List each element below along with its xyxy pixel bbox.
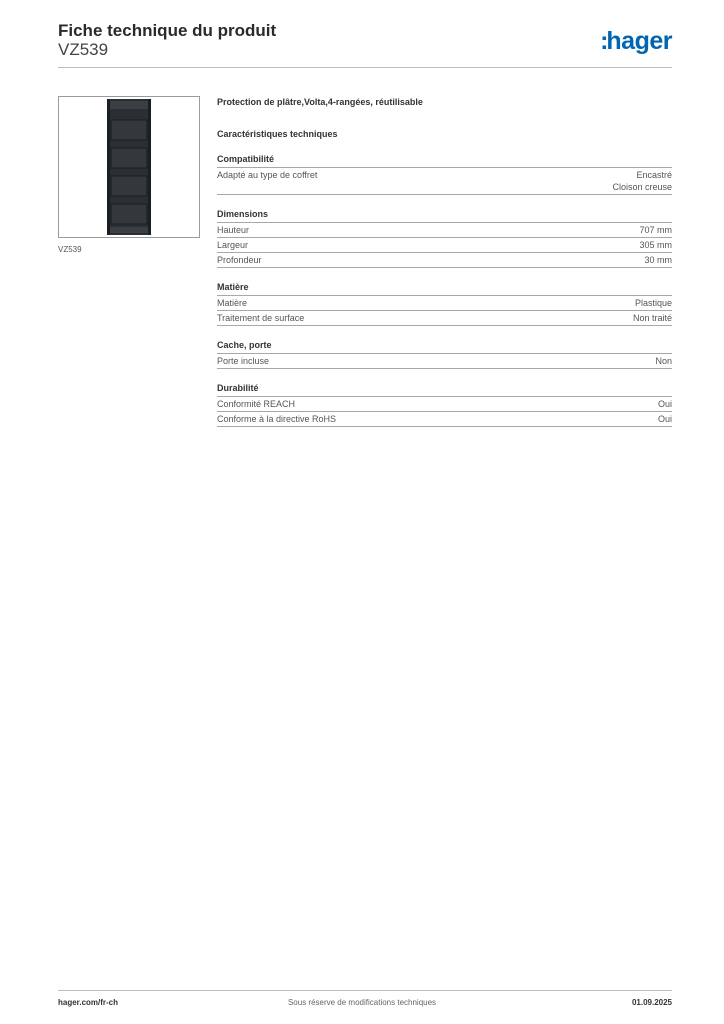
spec-section	[217, 281, 672, 326]
section-title: Dimensions	[217, 208, 672, 223]
spec-row	[217, 412, 672, 427]
spec-section	[217, 208, 672, 268]
panel-row-2	[111, 148, 147, 168]
spec-value-line: Non	[655, 356, 672, 366]
spec-row	[217, 354, 672, 369]
spec-value-line: 305 mm	[639, 240, 672, 250]
tech-characteristics-heading: Caractéristiques techniques	[217, 129, 338, 139]
footer-date: 01.09.2025	[631, 998, 672, 1007]
spec-value-line: Non traité	[632, 313, 672, 323]
spec-value-line: 30 mm	[644, 255, 672, 265]
product-image-caption: VZ539	[58, 245, 82, 254]
footer-website: hager.com/fr-ch	[58, 998, 119, 1007]
spec-label: Matière	[217, 298, 248, 308]
spec-value	[655, 355, 672, 367]
spec-row	[217, 168, 672, 195]
spec-value	[639, 224, 672, 236]
spec-row	[217, 311, 672, 326]
spec-value	[644, 254, 672, 266]
spec-value-line: 707 mm	[639, 225, 672, 235]
spec-label: Hauteur	[217, 225, 250, 235]
spec-value	[658, 413, 672, 425]
footer-disclaimer: Sous réserve de modifications techniques	[287, 998, 437, 1007]
panel-bottom-strip	[110, 227, 148, 233]
spec-label: Conforme à la directive RoHS	[217, 414, 337, 424]
panel-row-3	[111, 176, 147, 196]
spec-row	[217, 397, 672, 412]
section-title: Compatibilité	[217, 153, 672, 168]
spec-label: Largeur	[217, 240, 249, 250]
spec-label: Profondeur	[217, 255, 262, 265]
spec-section	[217, 382, 672, 427]
spec-value-line: Cloison creuse	[612, 182, 672, 192]
spec-row	[217, 238, 672, 253]
product-image	[105, 98, 153, 236]
spec-value-line: Plastique	[634, 298, 672, 308]
spec-value	[635, 297, 672, 309]
spec-label: Traitement de surface	[217, 313, 305, 323]
spec-value-line: Oui	[657, 399, 672, 409]
product-code: VZ539	[58, 40, 109, 59]
spec-value	[633, 312, 672, 324]
product-image-frame	[58, 96, 200, 238]
header-divider	[58, 67, 672, 68]
section-title: Matière	[217, 281, 672, 296]
panel-row-4	[111, 204, 147, 224]
spec-value-line: Oui	[657, 414, 672, 424]
hager-logo	[600, 27, 672, 55]
spec-row	[217, 223, 672, 238]
panel-edge-right	[148, 99, 151, 235]
spec-label: Conformité REACH	[217, 399, 296, 409]
section-title: Durabilité	[217, 382, 672, 397]
spec-value	[612, 169, 672, 193]
spec-section	[217, 153, 672, 195]
spec-row	[217, 296, 672, 311]
spec-label: Porte incluse	[217, 356, 270, 366]
section-title: Cache, porte	[217, 339, 672, 354]
spec-value	[639, 239, 672, 251]
panel-edge-left	[107, 99, 110, 235]
logo-colon: :	[600, 27, 607, 55]
logo-text: hager	[606, 27, 672, 55]
spec-label: Adapté au type de coffret	[217, 170, 318, 180]
panel-row-1	[111, 120, 147, 140]
spec-section	[217, 339, 672, 369]
product-description: Protection de plâtre,Volta,4-rangées, réutilisable	[217, 97, 423, 107]
spec-row	[217, 253, 672, 268]
page-title: Fiche technique du produit	[58, 21, 277, 40]
spec-value	[658, 398, 672, 410]
spec-value-line: Encastré	[636, 170, 672, 180]
panel-top-strip	[110, 101, 148, 109]
footer-divider	[58, 990, 672, 991]
spec-sections	[217, 153, 672, 427]
specs-column	[217, 96, 672, 427]
